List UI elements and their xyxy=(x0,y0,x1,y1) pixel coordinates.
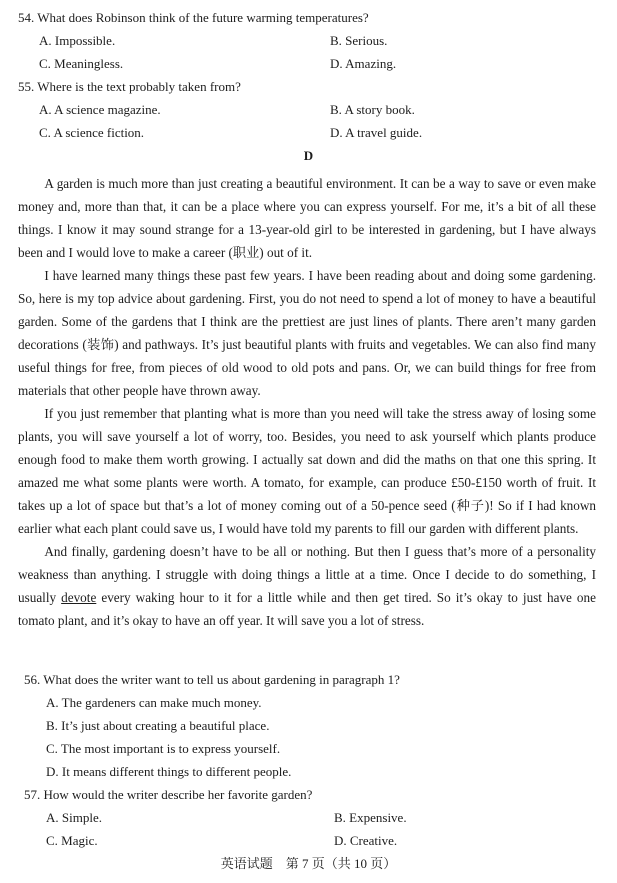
question-54: 54. What does Robinson think of the future warming temperatures? xyxy=(18,10,369,25)
q55-option-d: D. A travel guide. xyxy=(330,125,423,140)
passage-paragraph-1: A garden is much more than just creating a beautiful environment. It can be a way to save or even make money and, more than that, it can be a place where you can express yourself. For me, it’s a bit of all these things. I know it may sound strange for a 13-year-old girl to be interested in gardening, but I have always been and I would love to make a career (职业) out of it. xyxy=(18,176,596,260)
q57-option-a: A. Simple. xyxy=(46,810,102,825)
q54-option-d: D. Amazing. xyxy=(330,56,397,71)
reading-passage xyxy=(18,172,596,632)
q57-option-c: C. Magic. xyxy=(46,833,98,848)
q54-option-b: B. Serious. xyxy=(330,33,388,48)
q54-option-a: A. Impossible. xyxy=(39,33,116,48)
q54-option-c: C. Meaningless. xyxy=(39,56,124,71)
question-55: 55. Where is the text probably taken from? xyxy=(18,79,241,94)
q56-option-b: B. It’s just about creating a beautiful place. xyxy=(46,718,270,733)
q56-option-d: D. It means different things to different people. xyxy=(46,764,292,779)
passage-paragraph-3: If you just remember that planting what is more than you need will take the stress away of losing some plants, you will save yourself a lot of worry, too. Besides, you need to ask yourself which plants produce enough food to make them worth growing. I actually sat down and did the maths on that one this spring. It amazed me what some plants were worth. A tomato, for example, can produce £50-£150 worth of fruit. It takes up a lot of space but that’s a lot of money coming out of a 50-pence seed (种子)! So if I had known earlier what each plant could save us, I would have told my parents to fill our garden with different plants. xyxy=(18,406,596,536)
q56-option-a: A. The gardeners can make much money. xyxy=(46,695,262,710)
question-57: 57. How would the writer describe her favorite garden? xyxy=(24,787,313,802)
q57-option-d: D. Creative. xyxy=(334,833,398,848)
paragraph-4-text-end: every waking hour to it for a little while and then get tired. So it’s okay to just have one tomato plant, and it’s okay to have an off year. It will save you a lot of stress. xyxy=(18,590,596,628)
q55-option-a: A. A science magazine. xyxy=(39,102,161,117)
passage-paragraph-4 xyxy=(18,540,596,632)
underlined-word: devote xyxy=(61,590,97,605)
page-footer: 英语试题 第 7 页（共 10 页） xyxy=(220,856,397,871)
question-56: 56. What does the writer want to tell us about gardening in paragraph 1? xyxy=(24,672,400,687)
q55-option-b: B. A story book. xyxy=(330,102,415,117)
paragraph-4-text-start: And finally, gardening doesn’t have to be all or nothing. But then I guess that’s more of a personality weakness than anything. I struggle with doing things a little at a time. Once I decide to do something, I usually xyxy=(18,544,596,605)
q56-option-c: C. The most important is to express yourself. xyxy=(46,741,281,756)
q57-option-b: B. Expensive. xyxy=(334,810,407,825)
section-title: D xyxy=(303,148,314,163)
passage-paragraph-2: I have learned many things these past few years. I have been reading about and doing some gardening. So, here is my top advice about gardening. First, you do not need to spend a lot of money to have a beautiful garden. Some of the gardens that I think are the prettiest are just lines of plants. There aren’t many garden decorations (装饰) and pathways. It’s just beautiful plants with fruits and vegetables. We can also find many useful things for free, from pieces of old wood to old pots and pans. Or, we can build things for free from materials that other people have thrown away. xyxy=(18,268,596,398)
q55-option-c: C. A science fiction. xyxy=(39,125,145,140)
